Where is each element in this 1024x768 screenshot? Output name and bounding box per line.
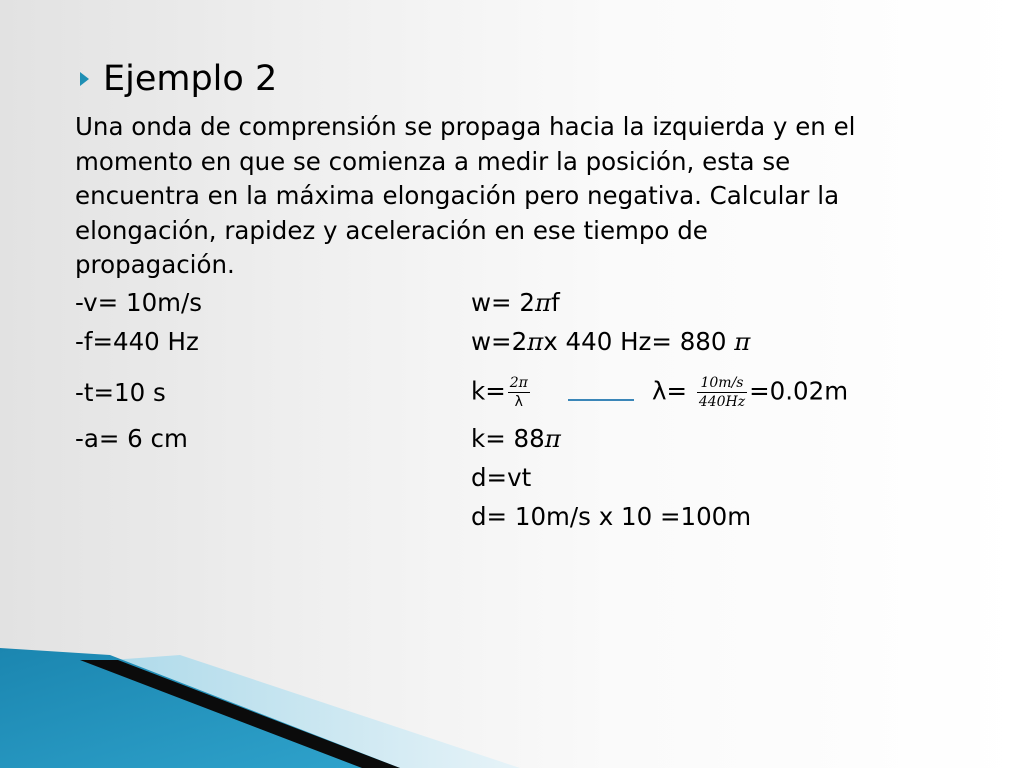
wavenumber-pre: k= — [471, 376, 506, 406]
bullet-arrow-icon — [80, 72, 89, 86]
paragraph-line: elongación, rapidez y aceleración en ese tiempo de — [75, 215, 708, 245]
wavelength-result: =0.02m — [749, 376, 849, 406]
pi-symbol: π — [544, 424, 561, 453]
given-amplitude: -a= 6 cm — [75, 424, 188, 453]
fraction-denominator: λ — [508, 392, 530, 411]
title-row — [80, 56, 277, 102]
omega-formula-pre: w= 2 — [471, 288, 535, 317]
blue-underline — [568, 399, 634, 401]
paragraph-line: propagación. — [75, 250, 235, 279]
omega-result — [471, 325, 750, 359]
blue-wedge — [0, 648, 400, 768]
omega-formula-post: f — [551, 288, 560, 317]
distance-result: d= 10m/s x 10 =100m — [471, 502, 752, 531]
wavenumber-result-pre: k= 88 — [471, 424, 545, 453]
light-blue-stripe — [0, 655, 520, 768]
given-frequency: -f=440 Hz — [75, 327, 199, 356]
paragraph-line: Una onda de comprensión se propaga hacia la izquierda y en el — [75, 112, 856, 141]
omega-result-mid: x 440 Hz= 880 — [543, 327, 735, 356]
wavenumber-fraction — [508, 374, 530, 411]
wavelength-pre: λ= — [652, 376, 695, 406]
slide-title: Ejemplo 2 — [103, 59, 278, 99]
given-velocity: -v= 10m/s — [75, 288, 203, 317]
distance-formula: d=vt — [471, 463, 532, 492]
problem-statement — [75, 110, 965, 283]
wavenumber-result — [471, 422, 561, 456]
paragraph-line: momento en que se comienza a medir la posición, esta se — [75, 146, 791, 176]
fraction-denominator: 440Hz — [698, 394, 746, 410]
wavenumber-formula — [471, 374, 532, 411]
paragraph-line: encuentra en la máxima elongación pero negativa. Calcular la — [75, 181, 840, 210]
wavelength-fraction — [697, 374, 747, 411]
fraction-numerator: 2π — [509, 375, 528, 391]
pi-symbol: π — [527, 327, 544, 356]
given-time: -t=10 s — [75, 378, 166, 407]
omega-result-pre: w=2 — [471, 327, 528, 356]
pi-symbol: π — [534, 288, 552, 317]
fraction-numerator: 10m/s — [700, 375, 744, 391]
pi-symbol: π — [734, 327, 751, 356]
wavelength-formula — [652, 374, 848, 411]
omega-formula — [471, 286, 560, 320]
black-stripe — [80, 660, 400, 768]
